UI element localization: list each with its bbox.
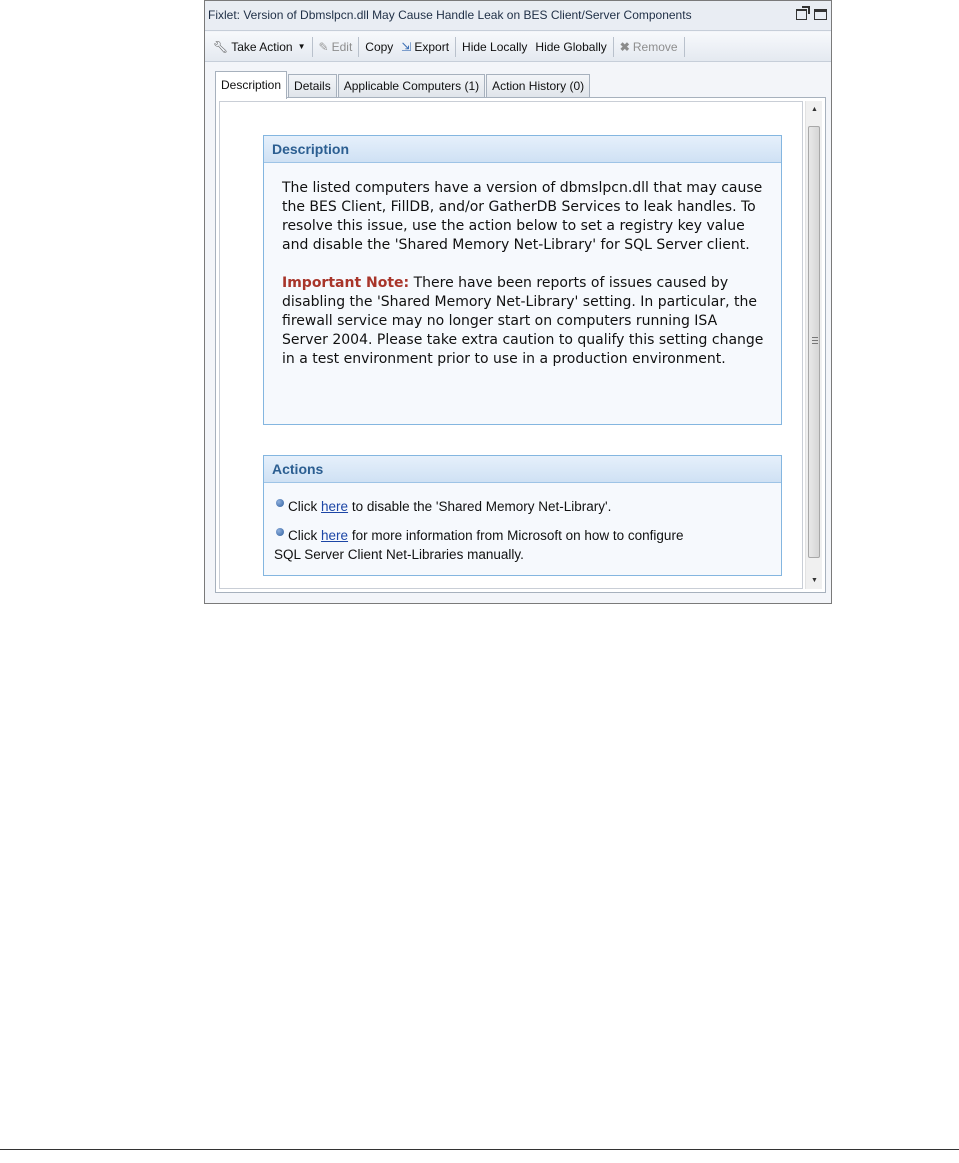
take-action-label: Take Action — [231, 39, 293, 54]
actions-header: Actions — [264, 456, 781, 483]
tab-action-history[interactable]: Action History (0) — [486, 74, 590, 98]
scrollbar-thumb[interactable] — [808, 126, 820, 558]
fixlet-window — [204, 0, 832, 604]
hide-locally-button[interactable] — [458, 36, 531, 58]
disable-shared-memory-link[interactable]: here — [321, 499, 349, 514]
tab-strip — [215, 70, 591, 98]
edit-label: Edit — [331, 39, 353, 54]
tab-panel — [215, 97, 826, 593]
important-note — [282, 274, 765, 369]
chevron-down-icon: ▼ — [297, 42, 306, 51]
actions-section — [263, 455, 782, 576]
remove-label: Remove — [632, 39, 678, 54]
tab-applicable-computers[interactable]: Applicable Computers (1) — [338, 74, 485, 98]
microsoft-info-link[interactable]: here — [321, 528, 349, 543]
toolbar-separator — [358, 37, 359, 57]
action-prefix: Click — [288, 499, 318, 514]
pencil-icon: ✎ — [318, 39, 329, 54]
action-suffix: for more information from Microsoft on how to configure — [351, 528, 684, 543]
popout-icon[interactable] — [796, 9, 807, 20]
copy-label: Copy — [365, 39, 394, 54]
toolbar-separator — [684, 37, 685, 57]
description-section — [263, 135, 782, 425]
remove-x-icon: ✖ — [619, 39, 630, 54]
maximize-icon[interactable] — [814, 9, 827, 20]
page-divider — [0, 1149, 959, 1150]
bullet-icon — [276, 528, 284, 536]
grip-icon — [812, 337, 818, 344]
toolbar-separator — [455, 37, 456, 57]
edit-button[interactable] — [315, 36, 357, 58]
description-header: Description — [264, 136, 781, 163]
tab-details[interactable]: Details — [288, 74, 337, 98]
important-note-label: Important Note: — [282, 275, 410, 291]
action-item — [274, 497, 771, 516]
toolbar-separator — [312, 37, 313, 57]
hide-globally-label: Hide Globally — [535, 39, 607, 54]
description-body — [264, 163, 781, 369]
window-title: Fixlet: Version of Dbmslpcn.dll May Cause Handle Leak on BES Client/Server Components — [208, 8, 692, 22]
take-action-button[interactable] — [209, 36, 310, 58]
copy-button[interactable] — [361, 36, 397, 58]
toolbar-separator — [613, 37, 614, 57]
actions-body — [264, 483, 781, 564]
scroll-down-arrow-icon[interactable]: ▼ — [811, 577, 818, 584]
tab-description[interactable]: Description — [215, 71, 287, 99]
export-icon: ⇲ — [401, 39, 412, 54]
toolbar — [205, 32, 831, 62]
scroll-up-arrow-icon[interactable]: ▲ — [811, 106, 818, 113]
export-label: Export — [414, 39, 450, 54]
vertical-scrollbar[interactable] — [805, 101, 822, 589]
wrench-icon: 🔧︎ — [213, 39, 229, 54]
export-button[interactable] — [397, 36, 453, 58]
action-suffix: to disable the 'Shared Memory Net-Library'. — [351, 499, 612, 514]
description-paragraph: The listed computers have a version of dbmslpcn.dll that may cause the BES Client, FillDB, and/or GatherDB Services to leak handles. To resolve this issue, use the action below to set a registry key value and disable the 'Shared Memory Net-Library' for SQL Server client. — [282, 180, 763, 253]
hide-locally-label: Hide Locally — [462, 39, 528, 54]
title-bar-controls — [796, 9, 827, 20]
action-item — [274, 526, 771, 564]
important-note-text: There have been reports of issues caused by disabling the 'Shared Memory Net-Library' setting. In particular, the firewall service may no longer start on computers running ISA Server 2004. Please take extra caution to qualify this setting change in a test environment prior to use in a production environment. — [282, 275, 764, 367]
content-area — [219, 101, 803, 589]
hide-globally-button[interactable] — [531, 36, 610, 58]
action-continuation: SQL Server Client Net-Libraries manually. — [274, 547, 524, 562]
title-bar — [205, 1, 831, 31]
remove-button[interactable] — [616, 36, 682, 58]
action-prefix: Click — [288, 528, 318, 543]
bullet-icon — [276, 499, 284, 507]
